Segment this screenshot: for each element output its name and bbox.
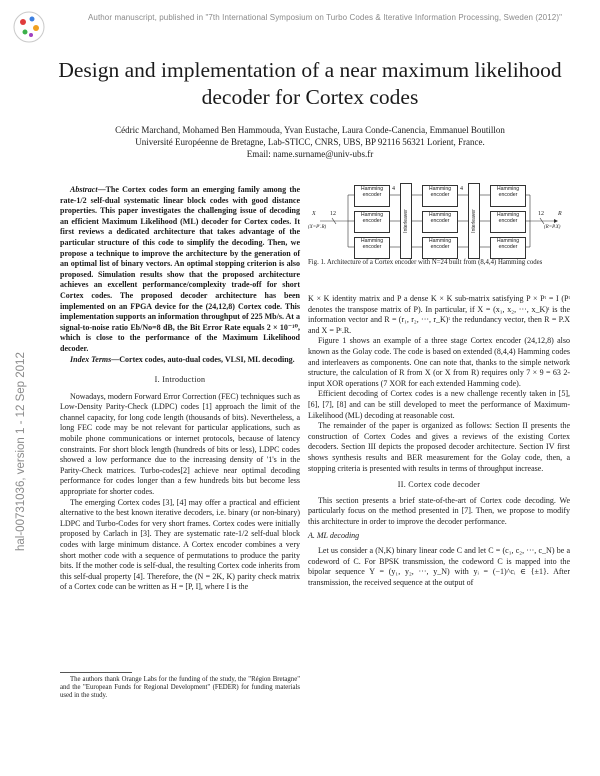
right-paragraph-2: Figure 1 shows an example of a three stage Cortex encoder (24,12,8) also known as the Golay code. The code is based on extended (8,4,4) Hamming codes and interleavers as components. One can note that, thanks to the simple network structure, the calculation of R from X (or X from R) requires only 7 × 9 = 63 2-input XOR operations (7 XOR for each extended Hamming code). [308, 336, 570, 388]
hamming-encoder-box: Hamming encoder [354, 237, 390, 259]
subsection-ml-decoding: A. ML decoding [308, 531, 360, 541]
right-paragraph-4: The remainder of the paper is organized as follows: Section II presents the construction of Cortex Codes and gives a reviews of the existing Cortex decoders. Section III depicts the proposed decoder architecture. Section IV first shows synthesis results and BER measurement for the Golay code, then, a stopping criteria is presented with results in terms of throughput increase. [308, 421, 570, 473]
hamming-encoder-box: Hamming encoder [422, 185, 458, 207]
branch-width: 4 [460, 186, 463, 192]
index-terms [60, 355, 300, 366]
interleaver-box [400, 183, 412, 259]
hamming-encoder-box: Hamming encoder [354, 185, 390, 207]
abstract-label: Abstract [70, 185, 98, 194]
hal-identifier: hal-00731036, version 1 - 12 Sep 2012 [15, 352, 27, 551]
output-sublabel: (R=P.X) [544, 225, 561, 230]
hamming-encoder-box: Hamming encoder [490, 237, 526, 259]
section-heading-introduction: I. Introduction [154, 375, 206, 385]
hal-logo [12, 10, 46, 44]
index-terms-label: Index Terms [70, 354, 112, 364]
manuscript-note: Author manuscript, published in "7th International Symposium on Turbo Codes & Iterative Information Processing, Sweden (2012)" [87, 13, 563, 22]
bus-width-out: 12 [538, 211, 544, 217]
interleaver-label: Interleaver [471, 209, 477, 233]
right-column [308, 294, 570, 588]
interleaver-label: Interleaver [403, 209, 409, 233]
email: Email: name.surname@univ-ubs.fr [246, 149, 374, 159]
hamming-encoder-box: Hamming encoder [490, 211, 526, 233]
left-column [60, 185, 300, 593]
input-label: X [312, 211, 316, 217]
figure-cortex-encoder [308, 181, 570, 259]
intro-paragraph-1: Nowadays, modern Forward Error Correction (FEC) techniques such as Low-Density Parity-Check (LDPC) codes [1] approach the limit of the channel capacity, for long code length (thousands of bits). Nevertheless, a long FEC code may be not relevant for particular applications, such as mobile phone communications or internet protocols, because of latency constraints. For short block length (hundreds of bits or less), LDPC codes showed a low performance due to the increasing density of '1's in the Parity-Check matrices. Turbo-codes[2] achieve near optimal decoding performance for codes longer than a few hundreds bits but become less appropriate for shorter codes. [60, 391, 300, 497]
input-sublabel: (X=P'.R) [308, 225, 327, 230]
section-heading-cortex-decoder: II. Cortex code decoder [397, 480, 481, 490]
abstract [60, 185, 300, 355]
right-paragraph-1: K × K identity matrix and P a dense K × K sub-matrix satisfying P × Pᵗ = I (Pᵗ denotes the transpose matrix of P). In particular, if X = (x₁, x₂, ···, x_K)ᵗ is the information vector and R = (r₁, r₂, ···, r_K)ᵗ the redundancy vector, then R = P.X and X = Pᵗ.R. [308, 294, 570, 335]
right-paragraph-3: Efficient decoding of Cortex codes is a new challenge recently taken in [5], [6], [7], [8] and can be still developed to meet the performance of Maximum-Likelihood (ML) decoding at reasonable cost. [308, 389, 570, 420]
index-terms-text: —Cortex codes, auto-dual codes, VLSI, ML decoding. [111, 354, 295, 364]
affiliation: Université Européenne de Bretagne, Lab-STICC, CNRS, UBS, BP 92116 56321 Lorient, France. [135, 137, 485, 147]
figure-caption: Fig. 1. Architecture of a Cortex encoder with N=24 built from (8,4,4) Hamming codes [308, 259, 543, 266]
paper-title: Design and implementation of a near maximum likelihood decoder for Cortex codes [58, 58, 562, 109]
hamming-encoder-box: Hamming encoder [422, 237, 458, 259]
hamming-encoder-box: Hamming encoder [354, 211, 390, 233]
branch-width: 4 [392, 186, 395, 192]
hamming-encoder-box: Hamming encoder [490, 185, 526, 207]
hamming-encoder-box: Hamming encoder [422, 211, 458, 233]
authors: Cédric Marchand, Mohamed Ben Hammouda, Yvan Eustache, Laura Conde-Canencia, Emmanuel Boutillon [115, 125, 505, 135]
footnote: The authors thank Orange Labs for the funding of the study, the "Région Bretagne" and the "European Funds for Regional Development" (FEDER) for funding materials used in the study. [60, 676, 300, 700]
intro-paragraph-2: The emerging Cortex codes [3], [4] may offer a practical and efficient alternative to the best known iterative decoders, i.e. binary (or non-binary) LDPC and Turbo-Codes for very short frames. Cortex codes were initially proposed by Carlach in [3]. They are systematic rate-1/2 self-dual block codes with large minimum distance. A Cortex encoder combines a very short mother code with a sequence of permutations to produce the parity bits. If the mother code is self-dual, the resulting Cortex code inherits from this self-dual property [4]. Therefore, the (N = 2K, K) parity check matrix of a Cortex code can be written as H = [P, I], where I is the [60, 497, 300, 592]
bus-width-in: 12 [330, 211, 336, 217]
footnote-rule [60, 672, 132, 673]
output-label: R [558, 211, 562, 217]
interleaver-box [468, 183, 480, 259]
sec2-paragraph-1: This section presents a brief state-of-the-art of Cortex code decoding. We particularly focus on the method presented in [7]. Then, we propose to modify this architecture in order to improve the decoder performance. [308, 495, 570, 526]
sec2-paragraph-2: Let us consider a (N,K) binary linear code C and let C = (c₁, c₂, ···, c_N) be a codeword of C. For BPSK transmission, the codeword C is mapped into the bipolar sequence Y = (y₁, y₂, ···, y_N) with yᵢ = (−1)^cᵢ ∈ {±1}. After transmission, the received sequence at the output of [308, 546, 570, 587]
abstract-text: —The Cortex codes form an emerging family among the rate-1/2 self-dual systematic linear block codes with good distance properties. This paper investigates the challenging issue of decoding an efficient Maximum Likelihood (ML) decoder for Cortex codes. It first reviews a dedicated architecture that takes advantage of the particular structure of this code to simplify the decoding. Then, we propose a technique to improve the architecture by the generation of an optimal list of binary vectors. An optimal stopping criterion is also proposed. Simulation results show that the proposed architecture achieves an excellent performance/complexity trade-off for short Cortex codes. The proposed decoder architecture has been implemented on an FPGA device for the (24,12,8) Cortex code. This implementation supports an information throughput of 225 Mb/s. At a signal-to-noise ratio Eb/No=8 dB, the Bit Error Rate equals 2 × 10⁻¹⁰, which is close to the performance of the Maximum Likelihood decoder. [60, 185, 300, 353]
